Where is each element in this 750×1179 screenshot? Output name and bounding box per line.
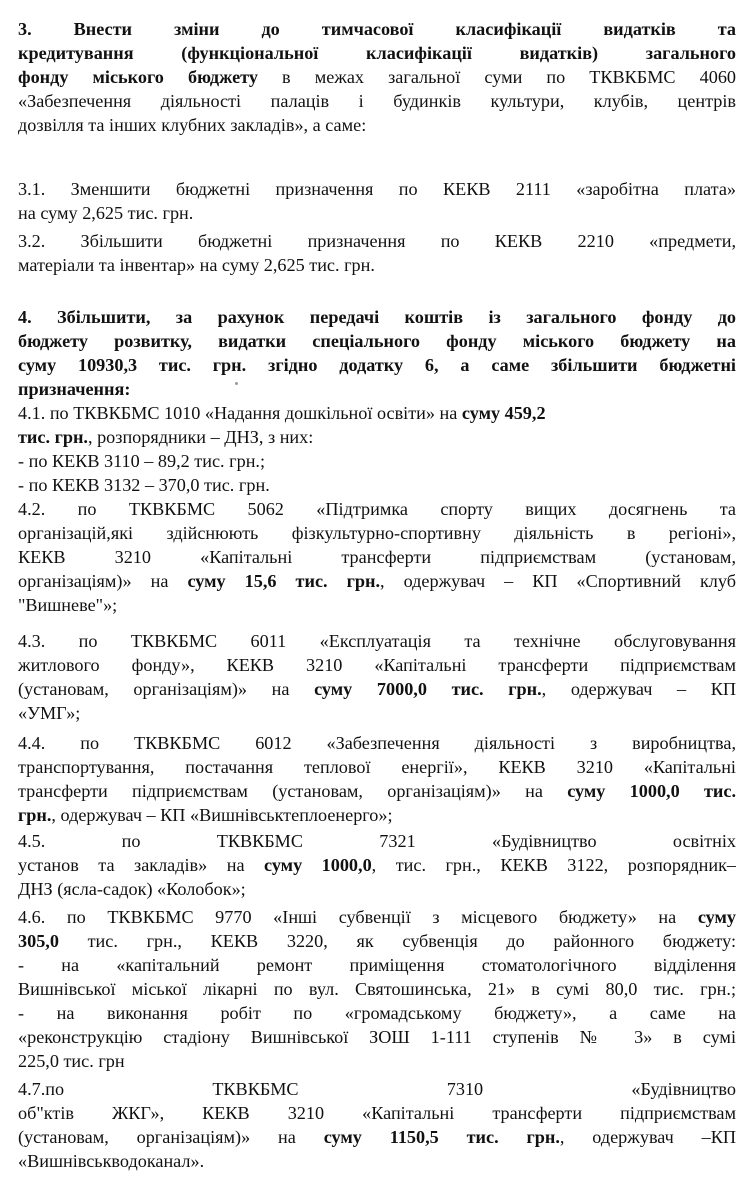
text-run: 4.2. по ТКВКБМС 5062 «Підтримка спорту вищих досягнень та [18,499,736,519]
text-line [18,930,736,954]
bold-text: призначення: [18,379,131,399]
text-run: матеріали та інвентар» на суму 2,625 тис. грн. [18,255,375,275]
text-line [18,42,736,66]
text-run: , одержувач – КП «Вишнівськтеплоенерго»; [51,805,393,825]
text-run: 3.1. Зменшити бюджетні призначення по КЕКВ 2111 «заробітна плата» [18,179,736,199]
text-line [18,594,736,618]
text-run: , одержувач –КП [559,1127,736,1147]
text-line [18,354,736,378]
text-run: транспортування, постачання теплової енергії», КЕКВ 3210 «Капітальні [18,757,736,777]
text-run: ДНЗ (ясла-садок) «Колобок»; [18,879,246,899]
text-line [18,954,736,978]
text-run: КЕКВ 3210 «Капітальні трансферти підприємствам (установам, [18,547,736,567]
text-run: 4.7.по ТКВКБМС 7310 «Будівництво [18,1079,736,1099]
text-line [18,90,736,114]
text-line [18,546,736,570]
bold-text: бюджету розвитку, видатки спеціального фонду міського бюджету на [18,331,736,351]
text-line [18,1150,736,1174]
text-run: , одержувач – КП [541,679,736,699]
text-line [18,1078,736,1102]
text-line [18,732,736,756]
bold-text: 3. Внести зміни до тимчасової класифікації видатків та [18,19,736,39]
text-line [18,630,736,654]
text-run: дозвілля та інших клубних закладів», а саме: [18,115,367,135]
bold-text: суму 1150,5 тис. грн. [323,1127,560,1147]
text-line [18,570,736,594]
text-line [18,522,736,546]
text-run: в межах загальної суми по ТКВКБМС 4060 [257,67,736,87]
text-run: «УМГ»; [18,703,81,723]
text-line [18,854,736,878]
bold-text: суму 15,6 тис. грн. [187,571,381,591]
text-run: 4.6. по ТКВКБМС 9770 «Інші субвенції з місцевого бюджету» на [18,907,698,927]
text-run: організацій,які здійснюють фізкультурно-спортивну діяльність в регіоні», [18,523,736,543]
text-run: Вишнівської міської лікарні по вул. Святошинська, 21» в сумі 80,0 тис. грн.; [18,979,736,999]
text-run: «Вишнівськводоканал». [18,1151,205,1171]
text-run: 4.4. по ТКВКБМС 6012 «Забезпечення діяльності з виробництва, [18,733,736,753]
text-line [18,474,736,498]
text-line [18,1126,736,1150]
bold-text: 4. Збільшити, за рахунок передачі коштів із загального фонду до [18,307,736,327]
text-run: 4.1. по ТКВКБМС 1010 «Надання дошкільної освіти» на [18,403,462,423]
text-line [18,1050,736,1074]
text-line [18,330,736,354]
text-line [18,678,736,702]
text-line [18,402,736,426]
text-line [18,450,736,474]
scan-speck [235,382,238,385]
text-run: 3.2. Збільшити бюджетні призначення по КЕКВ 2210 «предмети, [18,231,736,251]
text-line [18,114,736,138]
text-run: «Забезпечення діяльності палаців і будинків культури, клубів, центрів [18,91,736,111]
bold-text: 305,0 [18,931,59,951]
text-run: 4.3. по ТКВКБМС 6011 «Експлуатація та технічне обслуговування [18,631,736,651]
bold-text: фонду міського бюджету [18,67,258,87]
text-run: установ та закладів» на [18,855,264,875]
bold-text: кредитування (функціональної класифікації видатків) загального [18,43,736,63]
text-line [18,378,736,402]
text-run: 225,0 тис. грн [18,1051,125,1071]
text-run: - по КЕКВ 3110 – 89,2 тис. грн.; [18,451,266,471]
text-line [18,230,736,254]
text-line [18,1026,736,1050]
bold-text: суму [697,907,736,927]
text-run: житлового фонду», КЕКВ 3210 «Капітальні трансферти підприємствам [18,655,736,675]
text-run: - по КЕКВ 3132 – 370,0 тис. грн. [18,475,270,495]
text-line [18,878,736,902]
text-run: , тис. грн., КЕКВ 3122, розпорядник– [371,855,736,875]
text-line [18,654,736,678]
text-line [18,780,736,804]
text-run: (установам, організаціям)» на [18,1127,324,1147]
text-run: тис. грн., КЕКВ 3220, як субвенція до районного бюджету: [58,931,736,951]
text-line [18,426,736,450]
text-run: 4.5. по ТКВКБМС 7321 «Будівництво освітніх [18,831,736,851]
bold-text: грн. [18,805,52,825]
text-line [18,254,736,278]
text-run: (установам, організаціям)» на [18,679,315,699]
text-line [18,830,736,854]
text-line [18,18,736,42]
text-run: трансферти підприємствам (установам, організаціям)» на [18,781,568,801]
text-line [18,66,736,90]
text-line [18,1102,736,1126]
text-line [18,756,736,780]
text-run: "Вишневе"»; [18,595,118,615]
bold-text: суму 459,2 [461,403,546,423]
text-line [18,202,736,226]
text-line [18,702,736,726]
text-line [18,978,736,1002]
text-run: - на виконання робіт по «громадському бюджету», а саме на [18,1003,736,1023]
text-line [18,1002,736,1026]
text-line [18,306,736,330]
text-run: , одержувач – КП «Спортивний клуб [380,571,736,591]
text-run: організаціям)» на [18,571,188,591]
text-run: - на «капітальний ремонт приміщення стоматологічного відділення [18,955,736,975]
text-run: на суму 2,625 тис. грн. [18,203,194,223]
bold-text: суму 1000,0 тис. [567,781,736,801]
bold-text: тис. грн. [18,427,88,447]
text-line [18,498,736,522]
text-run: «реконструкцію стадіону Вишнівської ЗОШ 1-111 ступенів № 3» в сумі [18,1027,736,1047]
text-run: об"ктів ЖКГ», КЕКВ 3210 «Капітальні трансферти підприємствам [18,1103,736,1123]
bold-text: суму 7000,0 тис. грн. [314,679,542,699]
text-line [18,906,736,930]
text-line [18,804,736,828]
text-run: , розпорядники – ДНЗ, з них: [87,427,314,447]
text-line [18,178,736,202]
bold-text: суму 10930,3 тис. грн. згідно додатку 6, а саме збільшити бюджетні [18,355,736,375]
bold-text: суму 1000,0 [264,855,372,875]
